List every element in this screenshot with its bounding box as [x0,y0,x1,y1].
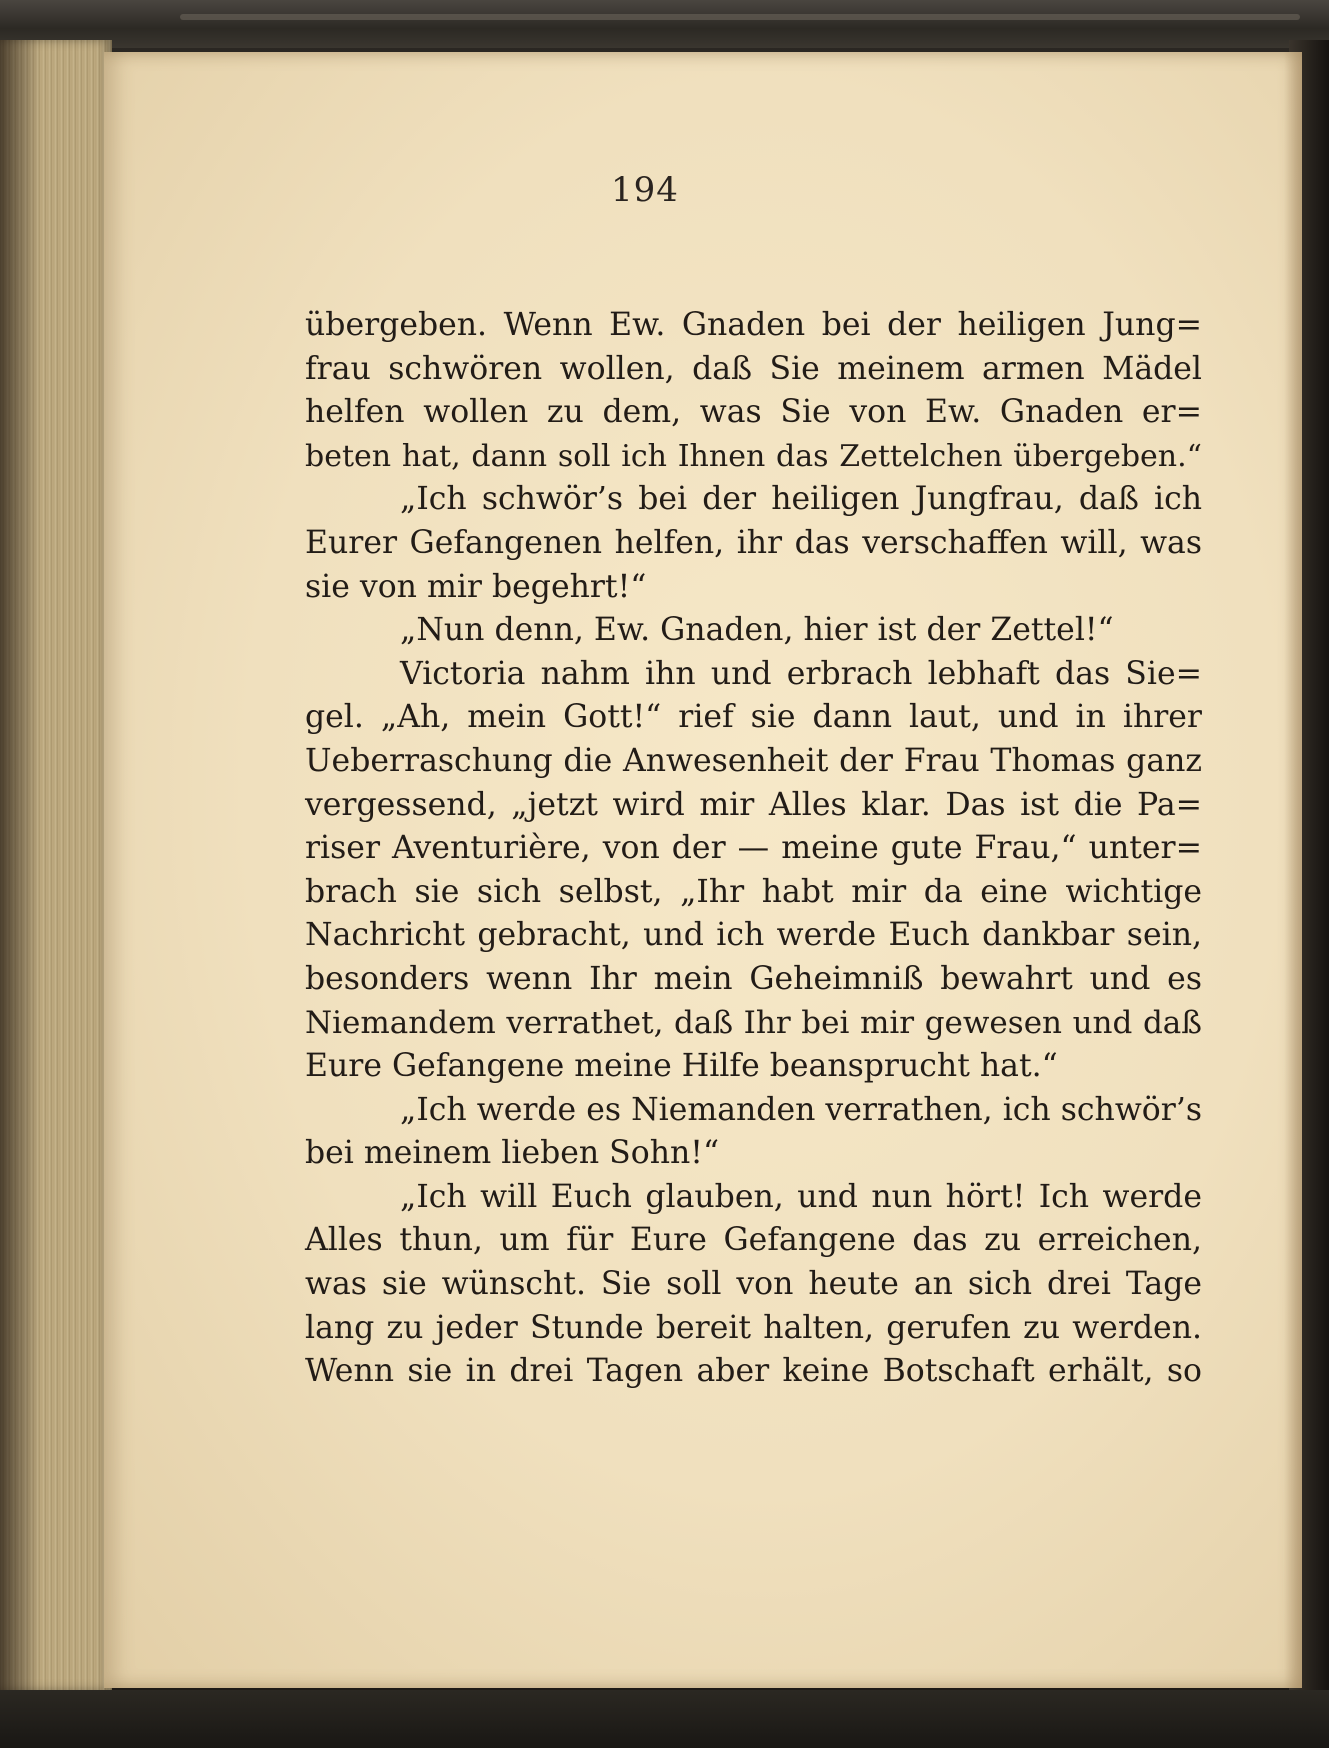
text-line: helfen wollen zu dem, was Sie von Ew. Gnaden er= [305,394,1202,431]
text-line: Niemandem verrathet, daß Ihr bei mir gewesen und daß [305,1004,1202,1041]
text-line: Nachricht gebracht, und ich werde Euch dankbar sein, [305,917,1202,954]
text-line: bei meinem lieben Sohn!“ [305,1135,720,1172]
text-line: brach sie sich selbst, „Ihr habt mir da eine wichtige [305,873,1202,910]
text-line: gel. „Ah, mein Gott!“ rief sie dann laut, und in ihrer [305,699,1202,736]
text-line: Ueberraschung die Anwesenheit der Frau Thomas ganz [305,742,1202,779]
text-line: beten hat, dann soll ich Ihnen das Zettelchen übergeben.“ [305,438,1202,474]
text-line: vergessend, „jetzt wird mir Alles klar. Das ist die Pa= [305,786,1202,823]
text-line: „Ich schwör’s bei der heiligen Jungfrau, daß ich [400,481,1202,518]
text-line: „Nun denn, Ew. Gnaden, hier ist der Zettel!“ [400,612,1114,649]
text-line: riser Aventurière, von der — meine gute Frau,“ unter= [305,830,1202,867]
book-cover-top-edge [0,0,1329,48]
text-line: Victoria nahm ihn und erbrach lebhaft das Sie= [400,655,1202,692]
text-line: frau schwören wollen, daß Sie meinem armen Mädel [305,350,1202,387]
text-line: besonders wenn Ihr mein Geheimniß bewahrt und es [305,960,1202,997]
text-line: übergeben. Wenn Ew. Gnaden bei der heiligen Jung= [305,307,1202,343]
text-line: „Ich will Euch glauben, und nun hört! Ich werde [400,1178,1202,1215]
text-line: Wenn sie in drei Tagen aber keine Botschaft erhält, so [305,1353,1202,1390]
text-line: Alles thun, um für Eure Gefangene das zu erreichen, [305,1222,1202,1259]
book-cover-bottom-edge [0,1690,1329,1748]
text-line: Eure Gefangene meine Hilfe beansprucht hat.“ [305,1048,1058,1085]
page-stack-edge [0,40,112,1690]
text-line: lang zu jeder Stunde bereit halten, gerufen zu werden. [305,1309,1202,1346]
text-line: „Ich werde es Niemanden verrathen, ich schwör’s [400,1091,1202,1128]
text-line: Eurer Gefangenen helfen, ihr das verschaffen will, was [305,524,1202,561]
body-text [305,304,1202,1394]
text-line: was sie wünscht. Sie soll von heute an sich drei Tage [305,1266,1202,1303]
page-number: 194 [611,170,679,210]
text-line: sie von mir begehrt!“ [305,568,647,605]
